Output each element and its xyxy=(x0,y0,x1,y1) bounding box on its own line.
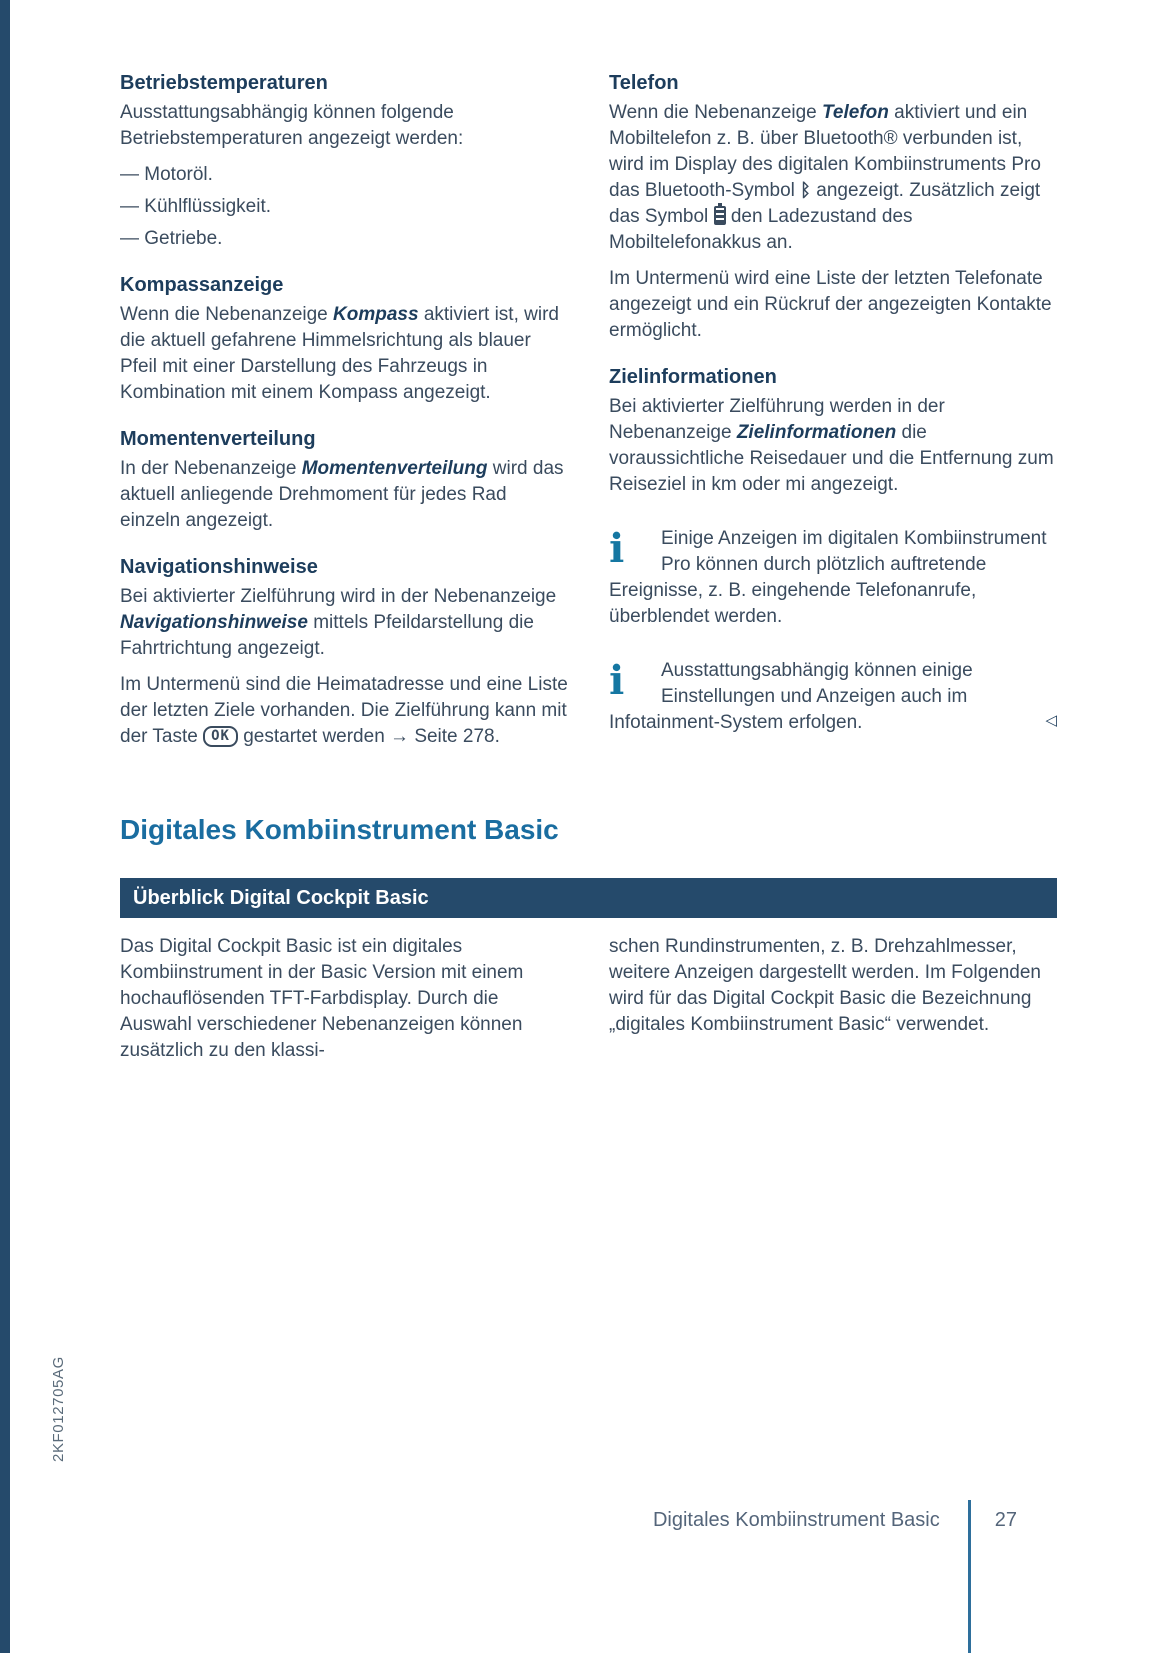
basic-columns xyxy=(120,934,1057,1074)
text-run: aktiviert ist, wird die aktuell gefahrene Himmelsrichtung als blauer Pfeil mit einer Darstellung des Fahrzeugs in Kombination mit einem Kompass angezeigt. xyxy=(120,304,559,403)
note-body: Einige Anzeigen im digitalen Kombiinstrument Pro können durch plötzlich auftretende Ereignisse, z. B. eingehende Telefonanrufe, überblendet werden. xyxy=(609,528,1047,627)
page-footer xyxy=(653,1500,1017,1653)
section-banner-label: Überblick Digital Cockpit Basic xyxy=(133,887,429,909)
paragraph-telefon-untermenu: Im Untermenü wird eine Liste der letzten Telefonate angezeigt und ein Rückruf der angezeigten Kontakte ermöglicht. xyxy=(609,268,1052,341)
heading-momentenverteilung: Momentenverteilung xyxy=(120,428,316,450)
page-edge-bar xyxy=(0,0,10,1653)
text-run: Bei aktivierter Zielführung werden in der Nebenanzeige xyxy=(609,396,945,443)
footer-section-title: Digitales Kombiinstrument Basic xyxy=(652,1509,940,1531)
basic-left-column xyxy=(120,934,568,1074)
chapter-title: Digitales Kombiinstrument Basic xyxy=(120,814,559,845)
info-icon: ℹ xyxy=(609,526,625,572)
info-note xyxy=(609,526,1057,630)
paragraph-kompassanzeige xyxy=(120,302,568,406)
text-run: die voraussichtliche Reisedauer und die Entfernung zum Reiseziel in km oder mi angezeigt. xyxy=(609,422,1054,495)
left-column xyxy=(120,70,568,760)
battery-icon xyxy=(714,206,726,225)
text-run: angezeigt. Zusätzlich zeigt das Symbol xyxy=(609,180,1041,227)
info-note xyxy=(609,658,1057,736)
heading-kompassanzeige: Kompassanzeige xyxy=(120,274,284,296)
text-run: gestartet werden → Seite 278. xyxy=(237,726,500,747)
section-end-triangle-icon: ◁ xyxy=(1045,711,1057,729)
text-run: Zielinformationen xyxy=(736,422,897,443)
heading-betriebstemperaturen: Betriebstemperaturen xyxy=(120,72,328,94)
text-run: Momentenverteilung xyxy=(301,458,488,479)
paragraph-basic-right: schen Rundinstrumenten, z. B. Drehzahlmesser, weitere Anzeigen dargestellt werden. Im Folgenden wird für das Digital Cockpit Basic die Bezeichnung „digitales Kombiinstrument Basic“ verwendet. xyxy=(609,936,1041,1035)
right-column xyxy=(609,70,1057,760)
page-content xyxy=(120,70,1057,1074)
text-run: den Ladezustand des Mobiltelefonakkus an. xyxy=(609,206,913,253)
ok-key-icon: OK xyxy=(203,726,238,747)
page-number: 27 xyxy=(994,1509,1017,1531)
list-item: — Kühlflüssigkeit. xyxy=(120,196,272,217)
text-run: Navigationshinweise xyxy=(120,612,308,633)
text-run: In der Nebenanzeige xyxy=(120,458,302,479)
heading-navigationshinweise: Navigationshinweise xyxy=(120,556,318,578)
text-run: wird das aktuell anliegende Drehmoment für jedes Rad einzeln angezeigt. xyxy=(120,458,564,531)
bluetooth-icon: ᛒ xyxy=(800,180,811,201)
paragraph-navigationshinweise xyxy=(120,584,568,662)
heading-telefon: Telefon xyxy=(609,72,679,94)
text-run: aktiviert und ein Mobiltelefon z. B. über Bluetooth® verbunden ist, wird im Display des digitalen Kombiinstruments Pro das Bluetooth-Symbol xyxy=(609,102,1041,201)
footer-divider xyxy=(968,1500,971,1653)
dash-list xyxy=(120,162,568,252)
basic-right-column xyxy=(609,934,1057,1074)
paragraph-momentenverteilung xyxy=(120,456,568,534)
paragraph-telefon xyxy=(609,100,1057,256)
document-code: 2KF012705AG xyxy=(50,1356,67,1462)
text-run: Wenn die Nebenanzeige xyxy=(609,102,823,123)
heading-zielinformationen: Zielinformationen xyxy=(609,366,777,388)
note-body: Ausstattungsabhängig können einige Einstellungen und Anzeigen auch im Infotainment-System erfolgen. xyxy=(609,660,973,733)
text-run: Kompass xyxy=(333,304,419,325)
upper-columns xyxy=(120,70,1057,760)
text-run: Bei aktivierter Zielführung wird in der Nebenanzeige xyxy=(120,586,557,607)
paragraph-navigationshinweise-untermenu xyxy=(120,672,568,750)
paragraph-basic-left: Das Digital Cockpit Basic ist ein digitales Kombiinstrument in der Basic Version mit einem hochauflösenden TFT-Farbdisplay. Durch die Auswahl verschiedener Nebenanzeigen können zusätzlich zu den klassi- xyxy=(120,936,524,1061)
text-run: mittels Pfeildarstellung die Fahrtrichtung angezeigt. xyxy=(120,612,534,659)
list-item: — Getriebe. xyxy=(120,228,223,249)
text-run: Wenn die Nebenanzeige xyxy=(120,304,334,325)
paragraph-zielinformationen xyxy=(609,394,1057,498)
info-icon: ℹ xyxy=(609,658,625,704)
paragraph-betriebstemperaturen-intro: Ausstattungsabhängig können folgende Betriebstemperaturen angezeigt werden: xyxy=(120,102,464,149)
text-run: Telefon xyxy=(822,102,889,123)
list-item: — Motoröl. xyxy=(120,164,213,185)
section-banner xyxy=(120,878,1057,918)
text-run: Im Untermenü sind die Heimatadresse und eine Liste der letzten Ziele vorhanden. Die Zielführung kann mit der Taste xyxy=(120,674,568,747)
